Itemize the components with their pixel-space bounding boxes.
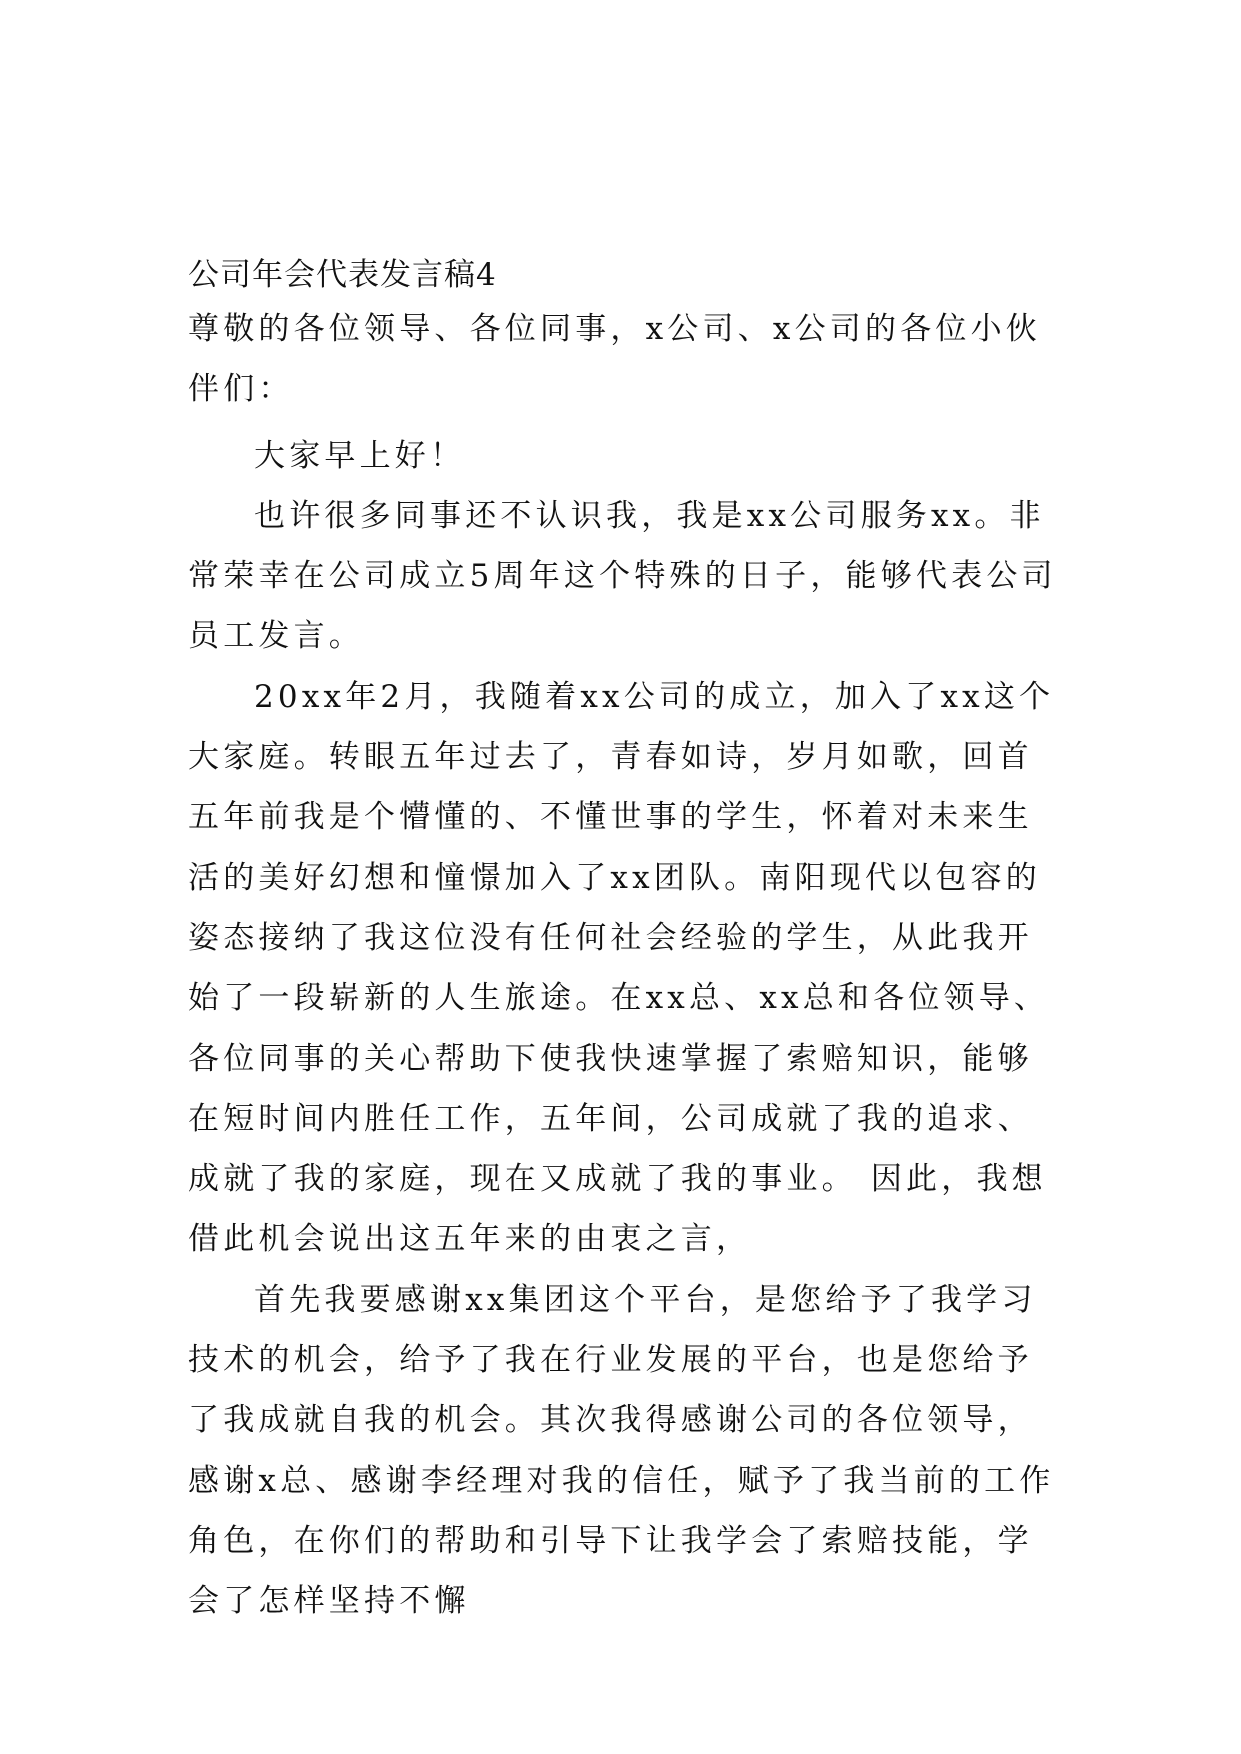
- body-paragraph: 也许很多同事还不认识我，我是xx公司服务xx。非常荣幸在公司成立5周年这个特殊的日子，能够代表公司员工发言。: [188, 497, 1057, 655]
- salutation: 尊敬的各位领导、各位同事，x公司、x公司的各位小伙伴们：: [188, 311, 1041, 408]
- document-body: [188, 252, 1060, 1632]
- greeting-paragraph: 大家早上好！: [254, 437, 466, 474]
- document-title: 公司年会代表发言稿4: [188, 257, 497, 293]
- body-paragraph: 首先我要感谢xx集团这个平台，是您给予了我学习技术的机会，给予了我在行业发展的平台，也是您给予了我成就自我的机会。其次我得感谢公司的各位领导，感谢x总、感谢李经理对我的信任，赋予了我当前的工作角色，在你们的帮助和引导下让我学会了索赔技能，学会了怎样坚持不懈: [188, 1281, 1055, 1620]
- body-paragraph: 20xx年2月，我随着xx公司的成立，加入了xx这个大家庭。转眼五年过去了，青春如诗，岁月如歌，回首五年前我是个懵懂的、不懂世事的学生，怀着对未来生活的美好幻想和憧憬加入了xx团队。南阳现代以包容的姿态接纳了我这位没有任何社会经验的学生，从此我开始了一段崭新的人生旅途。在xx总、xx总和各位领导、各位同事的关心帮助下使我快速掌握了索赔知识，能够在短时间内胜任工作，五年间，公司成就了我的追求、成就了我的家庭，现在又成就了我的事业。 因此，我想借此机会说出这五年来的由衷之言，: [188, 678, 1055, 1258]
